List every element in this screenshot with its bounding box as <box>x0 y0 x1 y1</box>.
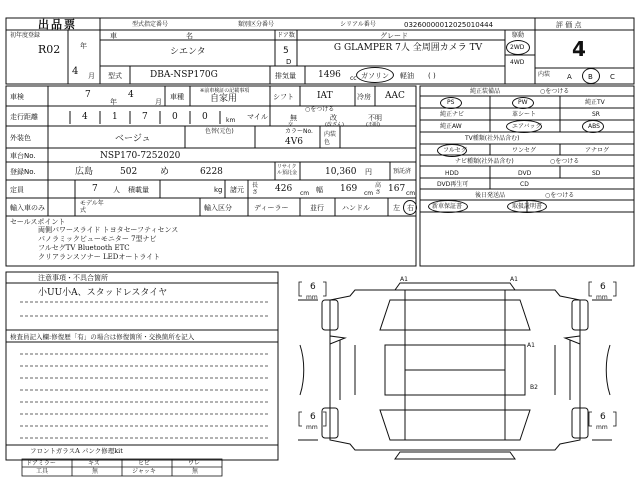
capacity: 7 <box>92 184 98 194</box>
shift-label: シフト <box>273 93 294 101</box>
first-registration-year: R02 <box>38 43 61 56</box>
height-unit: cm <box>406 190 416 197</box>
equip-genuine-tv: 純正TV <box>585 99 605 106</box>
aircon-label: 冷房 <box>357 93 371 101</box>
bottom-value-3: ジャッキ <box>132 468 156 475</box>
manual-circle <box>507 200 547 213</box>
dvd-playback-label: DVD再生可 <box>437 181 469 188</box>
width: 169 <box>340 184 358 194</box>
registration-label: 登録No. <box>10 168 36 176</box>
recycle-state: 預託済 <box>393 168 412 175</box>
length-unit: cm <box>300 190 310 197</box>
navi-dvd: DVD <box>518 170 532 177</box>
equip-genuine-navi: 純正ナビ <box>440 111 465 118</box>
first-registration-month: 4 <box>72 66 79 77</box>
sales-point-2: パノラミックビューモニター 7型ナビ <box>38 235 157 243</box>
color-original-label: 色替(元色) <box>205 128 234 135</box>
mileage-digit-4: 0 <box>172 112 178 122</box>
interior-color-label: 内装色 <box>324 131 337 146</box>
tyre-front-right-unit: mm <box>596 294 608 301</box>
cd-label: CD <box>520 181 529 188</box>
bottom-header-3: ヒビ <box>138 460 151 467</box>
caution-label: 注意事項・不具合箇所 <box>38 274 108 282</box>
model-year-label: モデル年式 <box>80 200 104 214</box>
mileage-digit-5: 0 <box>202 112 208 122</box>
damage-mark-b2: B2 <box>530 384 538 391</box>
warranty-circle <box>428 200 468 213</box>
bottom-header-2: キズ <box>88 460 100 467</box>
width-unit: cm <box>364 190 374 197</box>
drive-2wd: 2WD <box>510 44 525 51</box>
dealer-option: ディーラー <box>254 204 289 212</box>
steering-label: ハンドル <box>342 204 370 212</box>
damage-mark-a1-front-left: A1 <box>400 276 408 283</box>
load-unit: kg <box>214 186 223 194</box>
mile-option-unknown: 不明 <box>368 114 382 122</box>
serial-label: シリアル番号 <box>340 21 376 28</box>
sales-point-4: クリアランスソナー LEDオートライト <box>38 253 161 261</box>
capacity-label: 定員 <box>10 186 24 194</box>
exterior-color: ベージュ <box>115 134 151 144</box>
tyre-rear-left-depth: 6 <box>310 412 316 422</box>
model-code: DBA-NSP170G <box>150 70 218 80</box>
equip-pw: PW <box>518 99 528 106</box>
door-count: 5 <box>283 46 289 56</box>
load-label: 積載量 <box>128 186 149 194</box>
usage-note: ※前車検証の記載事項 <box>200 88 250 94</box>
tv-fullseg: フルセグ <box>443 147 467 154</box>
equip-airbag: エアバッグ <box>512 123 542 130</box>
first-registration-label: 初年度登録 <box>10 32 41 39</box>
specs-label: 諸元 <box>230 186 244 194</box>
navi-hdd: HDD <box>445 170 459 177</box>
fuel-light-oil: 軽油 <box>400 72 414 80</box>
navi-type-label: ナビ種類(社外品含む) <box>455 158 514 165</box>
tv-fullseg-circle <box>437 144 467 157</box>
mileage-label: 走行距離 <box>10 113 38 121</box>
month-unit: 月 <box>88 72 95 80</box>
serial-number: 03260000012025010444 <box>404 21 494 29</box>
tyre-rear-right-unit: mm <box>596 424 608 431</box>
recycle-label: リサイクル預託金 <box>277 164 298 176</box>
equip-airbag-circle <box>506 120 542 133</box>
inspection-year-unit: 年 <box>110 98 117 106</box>
genuine-equipment-label: 純正装備品 <box>470 88 501 95</box>
inspection-month: 4 <box>128 90 134 100</box>
aircon-value: AAC <box>385 91 405 101</box>
equip-pw-circle <box>512 97 534 109</box>
evaluation-score: 4 <box>572 37 586 61</box>
sales-points-label: セールスポイント <box>10 218 66 226</box>
import-only-label: 輸入車のみ <box>10 204 45 212</box>
mile-circle-instruction: ○をつける <box>305 106 335 113</box>
caution-text: 小UU小A、スタッドレスタイヤ <box>38 288 168 298</box>
door-unit: D <box>286 58 292 66</box>
drive-label: 駆動 <box>512 32 525 39</box>
height: 167 <box>388 184 406 194</box>
km-unit: km <box>226 117 236 124</box>
tyre-front-left-unit: mm <box>306 294 318 301</box>
later-circle-instruction: ○をつける <box>545 192 575 199</box>
model-code-label: 型式 <box>108 72 122 80</box>
displacement-label: 排気量 <box>275 72 296 80</box>
import-class-label: 輸入区分 <box>204 204 232 212</box>
inspection-year: 7 <box>85 90 91 100</box>
grade-value: G GLAMPER 7人 全周囲カメラ TV <box>333 43 483 53</box>
drive-4wd: 4WD <box>510 59 525 66</box>
inspector-note-label: 検査員記入欄:修復歴「有」の場合は修復箇所・交換箇所を記入 <box>10 333 195 341</box>
length-label: 長さ <box>252 182 259 196</box>
category-number-label: 類別区分番号 <box>238 21 275 28</box>
tyre-front-right-depth: 6 <box>600 282 606 292</box>
door-count-label: ドア数 <box>277 32 295 39</box>
interior-label: 内装 <box>538 71 551 78</box>
equip-genuine-aw: 純正AW <box>440 123 462 130</box>
sales-point-1: 両側パワースライド トヨタセーフティセンス <box>38 226 179 234</box>
evaluation-score-label: 評 価 点 <box>556 21 582 29</box>
mile-sub-3: (不明) <box>366 122 380 128</box>
equipment-circle-instruction: ○をつける <box>540 88 570 95</box>
tyre-rear-right-depth: 6 <box>600 412 606 422</box>
color-code-label: カラーNo. <box>285 128 313 135</box>
steering-selected-circle <box>403 200 417 215</box>
later-shipment-label: 後日発送品 <box>475 192 506 199</box>
new-car-warranty: 新車保証書 <box>432 203 463 210</box>
name-label: 名 <box>186 32 193 40</box>
usage-label: 車種 <box>170 93 184 101</box>
shift-value: IAT <box>317 91 333 101</box>
registration-area: 広島 <box>75 167 94 177</box>
displacement: 1496 <box>318 70 341 80</box>
mile-option-tampered: 改 <box>330 114 337 122</box>
steering-right: 右 <box>407 204 414 212</box>
chassis-number: NSP170-7252020 <box>100 151 181 161</box>
recycle-fee: 10,360 <box>325 167 357 177</box>
height-label: 高さ <box>375 182 382 196</box>
interior-option-a: A <box>567 73 572 81</box>
navi-sd: SD <box>592 170 601 177</box>
color-code: 4V6 <box>285 137 303 147</box>
chassis-label: 車台No. <box>10 152 36 160</box>
damage-mark-a1-front-right: A1 <box>510 276 518 283</box>
bottom-value-2: 無 <box>92 468 99 475</box>
exterior-color-label: 外装色 <box>10 134 31 142</box>
tv-oneseg: ワンセグ <box>512 147 537 154</box>
equip-abs: ABS <box>588 123 600 130</box>
year-unit: 年 <box>80 42 87 50</box>
registration-kana: め <box>160 167 170 177</box>
tv-type-label: TV種類(社外品含む) <box>465 135 520 142</box>
parallel-option: 並行 <box>310 204 324 212</box>
interior-selected-circle <box>582 68 600 84</box>
sales-point-3: フルセグTV Bluetooth ETC <box>38 244 130 252</box>
fuel-other: ( ) <box>428 72 436 80</box>
equip-sunroof: SR <box>592 111 600 118</box>
grade-label: グレード <box>380 32 408 40</box>
form-title: 出品票 <box>38 18 77 31</box>
registration-number: 6228 <box>200 167 223 177</box>
mile-sub-1: 交 <box>288 122 294 128</box>
registration-class: 502 <box>120 167 138 177</box>
front-glass-note: フロントガラスA パンク修理kit <box>30 447 123 455</box>
fuel-selected-circle <box>356 67 394 83</box>
mile-label: マイル <box>247 113 268 121</box>
tyre-rear-left-unit: mm <box>306 424 318 431</box>
bottom-value-1: 工具 <box>36 468 49 475</box>
steering-left: 左 <box>393 204 400 212</box>
interior-option-b: B <box>588 73 593 81</box>
navi-circle-instruction: ○をつける <box>550 158 580 165</box>
inspection-label: 車検 <box>10 93 24 101</box>
capacity-unit: 人 <box>113 186 120 194</box>
bottom-header-1: ドアミラー <box>26 460 56 467</box>
equip-ps-circle <box>440 97 462 109</box>
user-manual: 取扱説明書 <box>512 203 543 210</box>
equip-leather-seat: 革シート <box>512 111 537 118</box>
recycle-unit: 円 <box>365 168 372 176</box>
car-name: シエンタ <box>170 47 206 57</box>
length: 426 <box>275 184 293 194</box>
interior-option-c: C <box>610 73 615 81</box>
equip-ps: PS <box>447 99 455 106</box>
fuel-gasoline: ガソリン <box>361 72 389 80</box>
usage-value: 自家用 <box>210 94 238 104</box>
mileage-digit-1: 4 <box>82 112 88 122</box>
cc-unit: cc <box>350 75 357 82</box>
equip-abs-circle <box>582 120 604 133</box>
car-label: 車 <box>110 32 117 40</box>
mileage-digit-2: 1 <box>112 112 118 122</box>
damage-mark-a1-side: A1 <box>527 342 535 349</box>
mileage-digit-3: 7 <box>142 112 148 122</box>
width-label: 幅 <box>316 186 323 194</box>
bottom-header-4: ワレ <box>188 460 201 467</box>
tyre-front-left-depth: 6 <box>310 282 316 292</box>
drive-2wd-circle <box>506 40 530 55</box>
tv-analog: アナログ <box>585 147 610 154</box>
inspection-month-unit: 月 <box>155 98 162 106</box>
bottom-value-4: 無 <box>192 468 199 475</box>
mile-option-none: 無 <box>290 114 297 122</box>
type-designation-label: 型式指定番号 <box>132 21 169 28</box>
mile-sub-2: (改ざん) <box>325 122 344 128</box>
